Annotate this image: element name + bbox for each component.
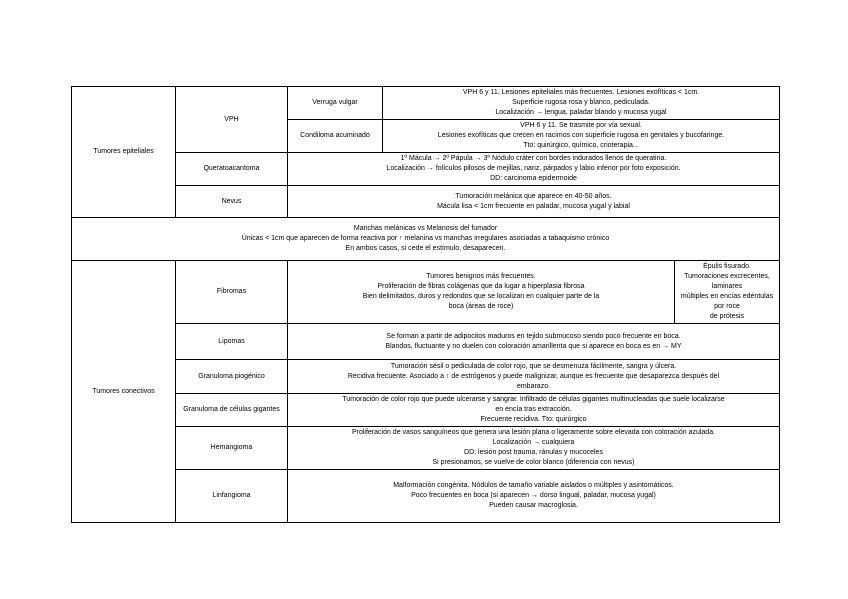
row-granuloma-piogenico bbox=[72, 360, 780, 394]
epulis-description: Épulis fisurado. Tumoraciones excrecentes, laminares múltiples en encías edéntulas por roce de prótesis bbox=[675, 261, 780, 324]
row-hemangioma bbox=[72, 427, 780, 470]
nevus-label: Nevus bbox=[176, 186, 288, 218]
fibromas-label: Fibromas bbox=[176, 261, 288, 324]
linfangioma-label: Linfangioma bbox=[176, 470, 288, 523]
row-melanotic bbox=[72, 218, 780, 261]
condiloma-label: Condiloma acuminado bbox=[288, 120, 383, 153]
granuloma-celulas-description: Tumoración de color rojo que puede ulcerarse y sangrar. Infiltrado de células gigantes multinucleadas que suele localizarse en encía tras extracción. Frecuente recidiva. Tto: quirúrgico bbox=[288, 394, 780, 427]
fibromas-description: Tumores benignos más frecuentes. Proliferación de fibras colágenas que da lugar a hiperplasia fibrosa Bien delimitados, duros y redondos que se localizan en cualquier parte de la boca (áreas de roce) bbox=[288, 261, 675, 324]
verruga-vulgar-label: Verruga vulgar bbox=[288, 87, 383, 120]
melanotic-description: Manchas melánicas vs Melanosis del fumador Únicas < 1cm que aparecen de forma reactiva por ↑ melanina vs manchas irregulares asociadas a tabaquismo crónico En ambos casos, si cede el estímulo, desaparecen. bbox=[72, 218, 780, 261]
vph-label: VPH bbox=[176, 87, 288, 153]
granuloma-celulas-label: Granuloma de células gigantes bbox=[176, 394, 288, 427]
hemangioma-description: Proliferación de vasos sanguíneos que genera una lesión plana o ligeramente sobre elevada con coloración azulada. Localización → cualquiera DD: lesión post trauma, ránulas y mucoceles Si presionamos, se vuelve de color blanco (diferencia con nevus) bbox=[288, 427, 780, 470]
row-lipomas bbox=[72, 324, 780, 360]
hemangioma-label: Hemangioma bbox=[176, 427, 288, 470]
linfangioma-description: Malformación congénita. Nódulos de tamaño variable aislados o múltiples y asintomáticos. Poco frecuentes en boca (si aparecen → dorso lingual, paladar, mucosa yugal) Pueden causar macroglosia. bbox=[288, 470, 780, 523]
lipomas-label: Lipomas bbox=[176, 324, 288, 360]
row-granuloma-celulas bbox=[72, 394, 780, 427]
group-connective-label: Tumores conectivos bbox=[72, 261, 176, 523]
granuloma-piogenico-label: Granuloma piogénico bbox=[176, 360, 288, 394]
row-verruga-vulgar bbox=[72, 87, 780, 120]
verruga-vulgar-description: VPH 6 y 11. Lesiones epiteliales más frecuentes. Lesiones exofíticas < 1cm. Superficie rugosa rosa y blanco, pediculada. Localización → lengua, paladar blando y mucosa yugal bbox=[383, 87, 780, 120]
queratoacantoma-label: Queratoacantoma bbox=[176, 153, 288, 186]
lipomas-description: Se forman a partir de adipocitos maduros en tejido submucoso siendo poco frecuente en boca. Blandos, fluctuante y no duelen con coloración amarillenta que si aparece en boca es en → MY bbox=[288, 324, 780, 360]
row-queratoacantoma bbox=[72, 153, 780, 186]
row-linfangioma bbox=[72, 470, 780, 523]
row-nevus bbox=[72, 186, 780, 218]
condiloma-description: VPH 6 y 11. Se trasmite por vía sexual. Lesiones exofíticas que crecen en racimos con superficie rugosa en genitales y bucofaringe. Tto: quirúrgico, químico, crioterapia... bbox=[383, 120, 780, 153]
queratoacantoma-description: 1º Mácula → 2º Pápula → 3º Nódulo cráter con bordes indurados llenos de queratina. Localización → folículos pilosos de mejillas, nariz, párpados y labio inferior por foto exposición. DD: carcinoma epidermoide bbox=[288, 153, 780, 186]
row-fibromas bbox=[72, 261, 780, 324]
granuloma-piogenico-description: Tumoración sésil o pediculada de color rojo, que se desmenuza fácilmente, sangra y úlcera. Recidiva frecuente. Asociado a ↑ de estrógenos y puede malignizar, aunque es frecuente que desaparezca después del embarazo. bbox=[288, 360, 780, 394]
tumors-table bbox=[71, 86, 780, 523]
group-epithelial-label: Tumores epiteliales bbox=[72, 87, 176, 218]
nevus-description: Tumoración melánica que aparece en 40-50 años. Mácula lisa < 1cm frecuente en paladar, mucosa yugal y labial bbox=[288, 186, 780, 218]
